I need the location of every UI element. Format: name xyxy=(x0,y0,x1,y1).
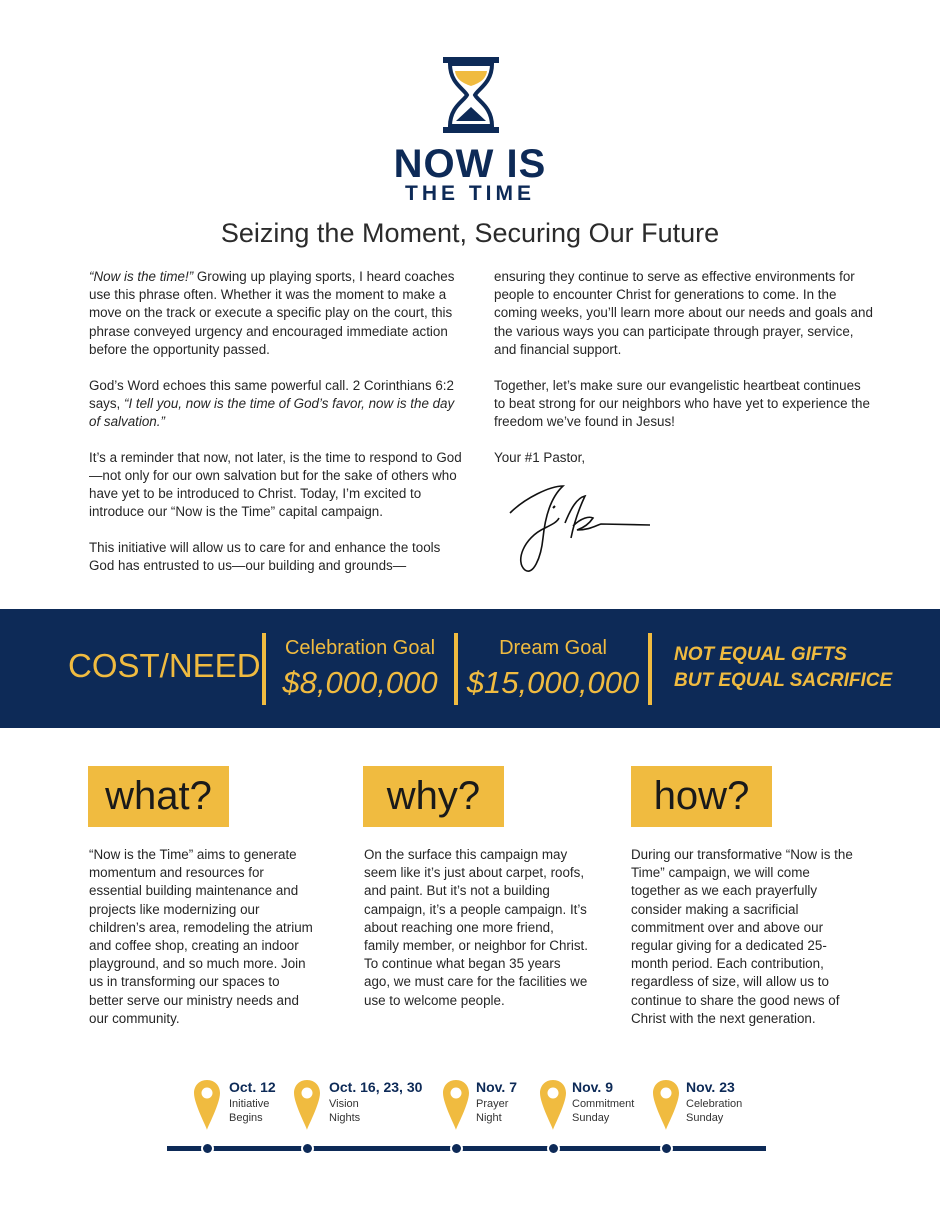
letter-p1-text: Growing up playing sports, I heard coaches use this phrase often. Whether it was the moment to make a move on the track or execute a specific play on the court, this phrase conveyed urgency and encouraged immediate action before the opportunity passed. xyxy=(89,269,455,357)
timeline-dot xyxy=(660,1142,673,1155)
cost-need-label: COST/NEED xyxy=(68,647,261,684)
letter-paragraph-3: It’s a reminder that now, not later, is the time to respond to God—not only for our own salvation but for the sake of others who have yet to be introduced to Christ. Today, I’m excited to introduce our “Now is the Time” capital campaign. xyxy=(89,449,462,520)
tagline-line-1: NOT EQUAL GIFTS xyxy=(674,644,847,665)
banner-divider-1 xyxy=(262,633,266,705)
timeline-dot xyxy=(547,1142,560,1155)
how-text: During our transformative “Now is the Time” campaign, we will come together as we each prayerfully consider making a sacrificial commitment over and above our regular giving for a dedicated 25-month period. Each contribution, regardless of size, will allow us to continue to share the good news of Christ with the next generation. xyxy=(631,847,853,1026)
letter-right-column xyxy=(494,268,874,485)
timeline-label-4a: Commitment xyxy=(572,1098,635,1110)
hourglass-icon xyxy=(440,55,502,135)
timeline-label-2a: Vision xyxy=(329,1098,359,1110)
dream-goal-amount: $15,000,000 xyxy=(466,665,640,700)
letter-paragraph-4: This initiative will allow us to care for and enhance the tools God has entrusted to us—our building and grounds— xyxy=(89,540,441,574)
timeline-date-5: Nov. 23 xyxy=(686,1079,735,1095)
banner-divider-3 xyxy=(648,633,652,705)
letter-paragraph-1 xyxy=(89,268,464,359)
what-text: “Now is the Time” aims to generate momentum and resources for essential building maintenance and projects like modernizing our children’s area, remodeling the atrium and coffee shop, creating an indoor playground, and so much more. Join us in transforming our spaces to better serve our ministry needs and our community. xyxy=(89,847,313,1026)
location-pin-icon xyxy=(652,1078,680,1132)
timeline-date-1: Oct. 12 xyxy=(229,1079,276,1095)
location-pin-icon xyxy=(539,1078,567,1132)
timeline-label-2b: Nights xyxy=(329,1112,361,1124)
timeline-label-1a: Initiative xyxy=(229,1098,270,1110)
what-heading: what? xyxy=(88,766,229,827)
timeline-date-3: Nov. 7 xyxy=(476,1079,517,1095)
letter-paragraph-6: Together, let’s make sure our evangelistic heartbeat continues to beat strong for our neighbors who have yet to experience the freedom we’ve found in Jesus! xyxy=(494,377,870,430)
logo-title-line1: NOW IS xyxy=(393,142,547,186)
why-text: On the surface this campaign may seem like it’s just about carpet, roofs, and paint. But it’s not a building campaign, it’s a people campaign. It’s about reaching one more friend, family member, or neighbor for Christ. To continue what began 35 years ago, we must care for the facilities we use to welcome people. xyxy=(364,847,588,1008)
timeline-date-4: Nov. 9 xyxy=(572,1079,613,1095)
timeline-dot xyxy=(450,1142,463,1155)
dream-goal-title: Dream Goal xyxy=(499,637,607,659)
timeline-date-2: Oct. 16, 23, 30 xyxy=(329,1079,423,1095)
timeline-label-5a: Celebration xyxy=(686,1098,743,1110)
why-heading: why? xyxy=(363,766,504,827)
letter-left-column xyxy=(89,268,464,593)
letter-p2-text: God’s Word echoes this same powerful call. 2 Corinthians 6:2 says, xyxy=(89,377,454,411)
location-pin-icon xyxy=(293,1078,321,1132)
cost-need-banner xyxy=(0,609,940,728)
letter-paragraph-5: ensuring they continue to serve as effective environments for people to encounter Christ for generations to come. In the coming weeks, you’ll learn more about our needs and goals and the various ways you can participate through prayer, service, and financial support. xyxy=(494,269,873,357)
letter-paragraph-2 xyxy=(89,377,464,432)
timeline-label-5b: Sunday xyxy=(686,1112,724,1124)
how-heading: how? xyxy=(631,766,772,827)
celebration-goal-amount: $8,000,000 xyxy=(282,665,438,700)
page-subtitle: Seizing the Moment, Securing Our Future xyxy=(220,218,720,248)
tagline-line-2: BUT EQUAL SACRIFICE xyxy=(674,670,893,691)
timeline-label-4b: Sunday xyxy=(572,1112,610,1124)
timeline-line xyxy=(167,1146,766,1151)
location-pin-icon xyxy=(193,1078,221,1132)
timeline-label-3b: Night xyxy=(476,1112,502,1124)
letter-closing: Your #1 Pastor, xyxy=(494,449,586,465)
timeline-label-1b: Begins xyxy=(229,1112,263,1124)
pastor-signature xyxy=(505,478,655,578)
letter-quote-1: “Now is the time!” xyxy=(89,269,194,284)
logo-title-line2: THE TIME xyxy=(405,182,535,205)
timeline-dot xyxy=(201,1142,214,1155)
banner-divider-2 xyxy=(454,633,458,705)
letter-quote-2: “I tell you, now is the time of God’s favor, now is the day of salvation.” xyxy=(89,395,455,430)
location-pin-icon xyxy=(442,1078,470,1132)
timeline-label-3a: Prayer xyxy=(476,1098,509,1110)
timeline-dot xyxy=(301,1142,314,1155)
celebration-goal-title: Celebration Goal xyxy=(284,637,436,659)
